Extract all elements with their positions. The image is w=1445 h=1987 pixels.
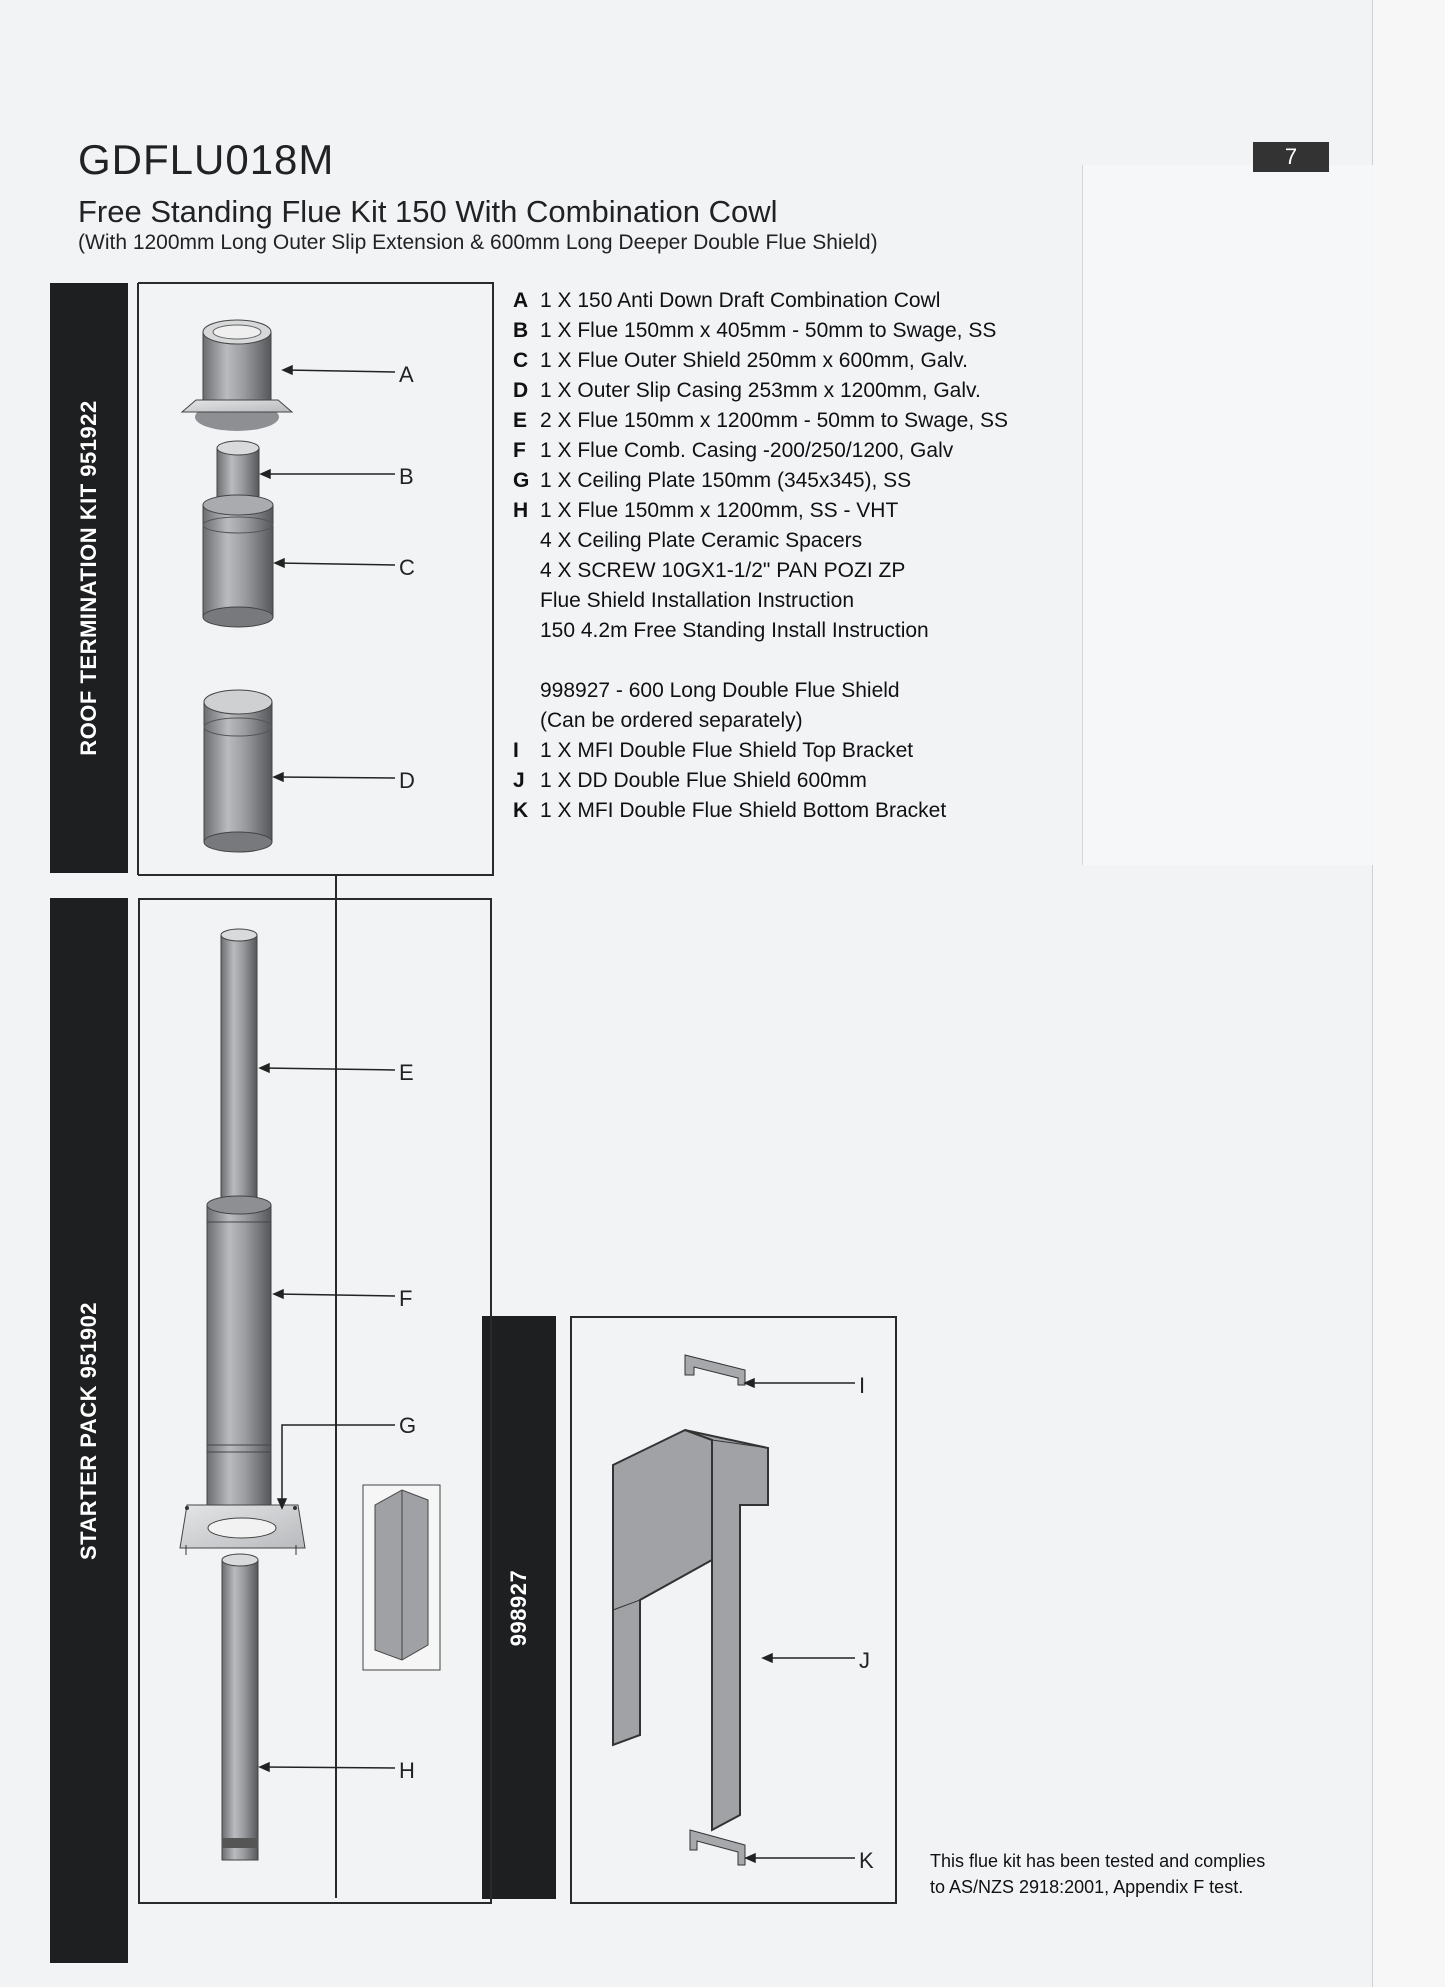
- flue-h: [222, 1554, 258, 1860]
- flue-e: [221, 929, 257, 1215]
- casing-f: [207, 1196, 271, 1515]
- parts-list: [513, 286, 1008, 826]
- parts-row-c: C 1 X Flue Outer Shield 250mm x 600mm, Galv.: [513, 349, 968, 372]
- parts-row-shield-instruction: Flue Shield Installation Instruction: [540, 589, 855, 612]
- product-code: GDFLU018M: [78, 136, 335, 183]
- callout-j: J: [859, 1648, 870, 1673]
- callout-i: I: [859, 1373, 866, 1398]
- parts-row-h: H 1 X Flue 150mm x 1200mm, SS - VHT: [513, 499, 899, 522]
- parts-row-install-instruction: 150 4.2m Free Standing Install Instruction: [540, 619, 929, 642]
- starter-pack-label: STARTER PACK 951902: [76, 1301, 101, 1560]
- parts-row-f: F 1 X Flue Comb. Casing -200/250/1200, Galv: [513, 439, 954, 462]
- callout-c: C: [399, 555, 415, 580]
- parts-row-g: G 1 X Ceiling Plate 150mm (345x345), SS: [513, 469, 912, 492]
- callout-f: F: [399, 1286, 413, 1311]
- cowl-a: [182, 320, 292, 431]
- bracket-k: [690, 1830, 745, 1865]
- double-flue-shield-j: [613, 1430, 768, 1830]
- parts-row-d: D 1 X Outer Slip Casing 253mm x 1200mm, Galv.: [513, 379, 981, 402]
- shield-thumbnail: [363, 1485, 440, 1670]
- product-subtitle: (With 1200mm Long Outer Slip Extension & 600mm Long Deeper Double Flue Shield): [78, 231, 878, 254]
- parts-row-spacers: 4 X Ceiling Plate Ceramic Spacers: [540, 529, 863, 552]
- bracket-i: [685, 1355, 745, 1385]
- parts-row-j: J 1 X DD Double Flue Shield 600mm: [513, 769, 867, 792]
- callout-e: E: [399, 1060, 414, 1085]
- parts-row-e: E 2 X Flue 150mm x 1200mm - 50mm to Swage, SS: [513, 409, 1009, 432]
- parts-row-screws: 4 X SCREW 10GX1-1/2" PAN POZI ZP: [540, 559, 906, 582]
- callout-b: B: [399, 464, 414, 489]
- callout-d: D: [399, 768, 415, 793]
- parts-row-998927: 998927 - 600 Long Double Flue Shield: [540, 679, 900, 702]
- compliance-note: This flue kit has been tested and complies to AS/NZS 2918:2001, Appendix F test.: [930, 1851, 1266, 1897]
- casing-d: [204, 690, 272, 852]
- parts-row-a: A 1 X 150 Anti Down Draft Combination Cowl: [513, 289, 941, 312]
- callout-k: K: [859, 1848, 874, 1873]
- parts-row-k: K 1 X MFI Double Flue Shield Bottom Bracket: [513, 799, 947, 822]
- parts-row-b: B 1 X Flue 150mm x 405mm - 50mm to Swage, SS: [513, 319, 997, 342]
- shield-c: [203, 495, 273, 627]
- page-number-tab: 7: [1253, 142, 1329, 172]
- parts-row-blank: [513, 646, 1008, 676]
- callout-a: A: [399, 362, 414, 387]
- product-title: Free Standing Flue Kit 150 With Combination Cowl: [78, 194, 778, 229]
- roof-termination-label: ROOF TERMINATION KIT 951922: [76, 400, 101, 756]
- parts-row-i: I 1 X MFI Double Flue Shield Top Bracket: [513, 739, 914, 762]
- shield-label: 998927: [506, 1569, 531, 1646]
- plate-g: [180, 1505, 305, 1555]
- callout-g: G: [399, 1413, 417, 1438]
- callout-h: H: [399, 1758, 415, 1783]
- parts-row-ordered-separately: (Can be ordered separately): [540, 709, 803, 732]
